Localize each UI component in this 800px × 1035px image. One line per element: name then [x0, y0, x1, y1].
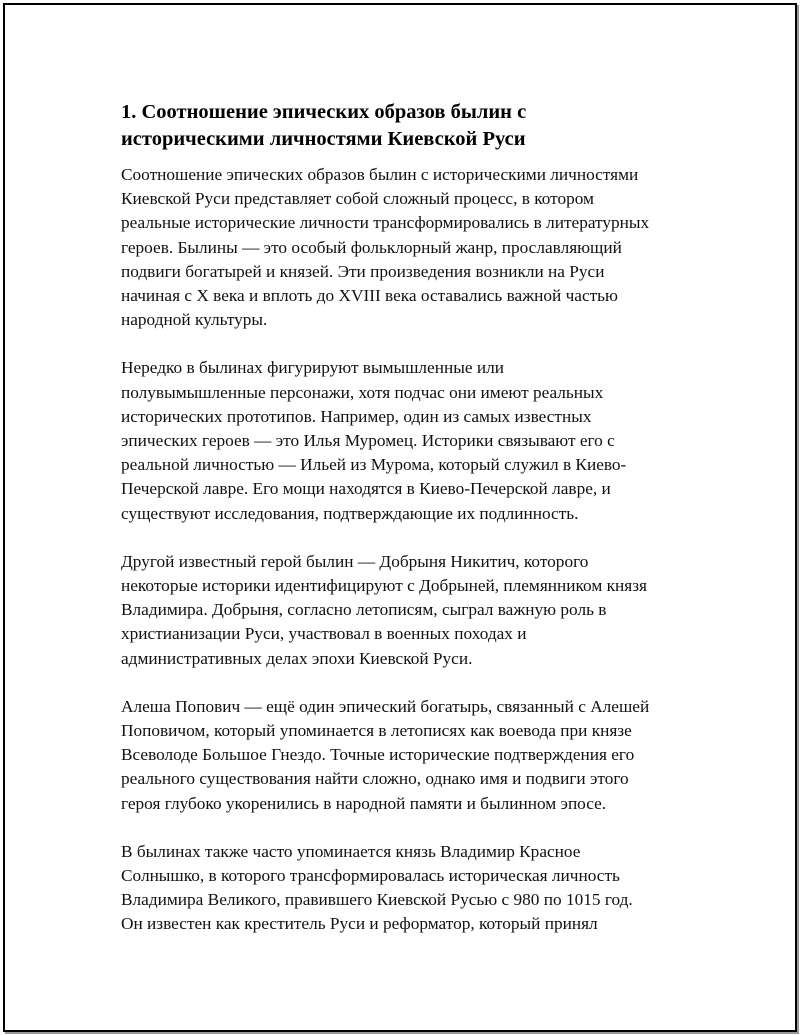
paragraph-prince-vladimir: [121, 840, 701, 937]
text-line: административных делах эпохи Киевской Руси.: [121, 648, 473, 668]
text-line: реальной личностью — Ильей из Мурома, который служил в Киево-: [121, 455, 627, 475]
text-line: некоторые историки идентифицируют с Добрыней, племянником князя: [121, 576, 647, 596]
text-line: Солнышко, в которого трансформировалась историческая личность: [121, 866, 620, 886]
text-line: народной культуры.: [121, 310, 268, 330]
text-line: Алеша Попович — ещё один эпический богатырь, связанный с Алешей: [121, 696, 650, 716]
section-heading: [121, 99, 701, 153]
text-line: начиная с X века и вплоть до XVIII века оставались важной частью: [121, 286, 618, 306]
text-line: героя глубоко укоренились в народной памяти и былинном эпосе.: [121, 793, 607, 813]
text-line: Печерской лавре. Его мощи находятся в Киево-Печерской лавре, и: [121, 479, 611, 499]
heading-line: 1. Соотношение эпических образов былин с: [121, 101, 527, 123]
paragraph-dobrynya-nikitich: [121, 550, 701, 671]
paragraph-ilya-muromets: [121, 356, 701, 525]
text-line: полувымышленные персонажи, хотя подчас они имеют реальных: [121, 382, 604, 402]
text-line: Владимира. Добрыня, согласно летописям, сыграл важную роль в: [121, 600, 607, 620]
text-line: Соотношение эпических образов былин с историческими личностями: [121, 165, 639, 184]
heading-line: историческими личностями Киевской Руси: [121, 128, 526, 150]
text-line: Нередко в былинах фигурируют вымышленные или: [121, 358, 504, 378]
text-line: Киевской Руси представляет собой сложный процесс, в котором: [121, 189, 594, 209]
text-line: христианизации Руси, участвовал в военных походах и: [121, 624, 527, 644]
paragraph-alesha-popovich: [121, 695, 701, 816]
text-line: Поповичом, который упоминается в летописях как воевода при князе: [121, 721, 632, 741]
text-line: существуют исследования, подтверждающие их подлинность.: [121, 503, 579, 523]
document-body: [121, 99, 701, 961]
page: [3, 3, 797, 1032]
text-line: исторических прототипов. Например, один из самых известных: [121, 406, 592, 426]
text-line: Другой известный герой былин — Добрыня Никитич, которого: [121, 551, 589, 571]
text-line: Владимира Великого, правившего Киевской Русью с 980 по 1015 год.: [121, 890, 633, 910]
text-line: эпических героев — это Илья Муромец. Историки связывают его с: [121, 431, 615, 451]
text-line: подвиги богатырей и князей. Эти произведения возникли на Руси: [121, 261, 605, 281]
text-line: героев. Былины — это особый фольклорный жанр, прославляющий: [121, 237, 622, 257]
text-line: Он известен как креститель Руси и реформатор, который принял: [121, 914, 598, 934]
text-line: В былинах также часто упоминается князь Владимир Красное: [121, 841, 581, 861]
text-line: реального существования найти сложно, однако имя и подвиги этого: [121, 769, 629, 789]
text-line: реальные исторические личности трансформировались в литературных: [121, 213, 650, 233]
paragraph-intro: [121, 163, 701, 332]
text-line: Всеволоде Большое Гнездо. Точные исторические подтверждения его: [121, 745, 635, 765]
